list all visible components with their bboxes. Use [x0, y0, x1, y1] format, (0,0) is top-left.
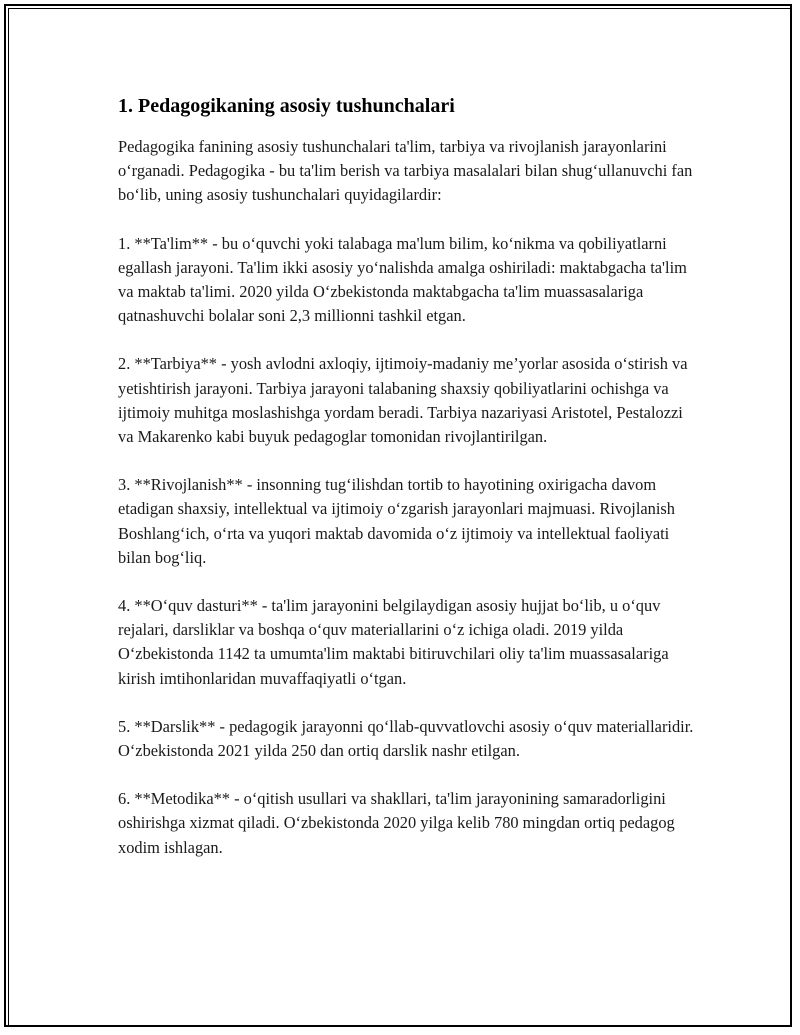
paragraph-talim: 1. **Ta'lim** - bu o‘quvchi yoki talabaga ma'lum bilim, ko‘nikma va qobiliyatlarni egallash jarayoni. Ta'lim ikki asosiy yo‘nalishda amalga oshiriladi: maktabgacha ta'lim va maktab ta'limi. 2020 yilda O‘zbekistonda maktabgacha ta'lim muassasalariga qatnashuvchi bolalar soni 2,3 millionni tashkil etgan.	[118, 233, 687, 326]
section-heading: 1. Pedagogikaning asosiy tushunchalari	[118, 95, 455, 117]
paragraph-rivojlanish: 3. **Rivojlanish** - insonning tug‘ilishdan tortib to hayotining oxirigacha davom etadigan shaxsiy, intellektual va ijtimoiy o‘zgarish jarayonlari majmuasi. Rivojlanish Boshlang‘ich, o‘rta va yuqori maktab davomida o‘z ijtimoiy va intellektual faoliyati bilan bog‘liq.	[118, 475, 676, 567]
paragraph-oquv-dasturi: 4. **O‘quv dasturi** - ta'lim jarayonini belgilaydigan asosiy hujjat bo‘lib, u o‘quv rejalari, darsliklar va boshqa o‘quv materiallarini o‘z ichiga oladi. 2019 yilda O‘zbekistonda 1142 ta umumta'lim maktabi bitiruvchilari oliy ta'lim muassasalariga kirish imtihonlaridan muvaffaqiyatli o‘tgan.	[118, 596, 669, 688]
intro-paragraph: Pedagogika fanining asosiy tushunchalari ta'lim, tarbiya va rivojlanish jarayonlarini o‘rganadi. Pedagogika - bu ta'lim berish va tarbiya masalalari bilan shug‘ullanuvchi fan bo‘lib, uning asosiy tushunchalari quyidagilardir:	[118, 137, 693, 205]
document-body	[118, 93, 694, 884]
paragraph-tarbiya: 2. **Tarbiya** - yosh avlodni axloqiy, ijtimoiy-madaniy me’yorlar asosida o‘stirish va yetishtirish jarayoni. Tarbiya jarayoni talabaning shaxsiy qobiliyatlarini ochishga va ijtimoiy muhitga moslashishga yordam beradi. Tarbiya nazariyasi Aristotel, Pestalozzi va Makarenko kabi buyuk pedagoglar tomonidan rivojlantirilgan.	[118, 354, 688, 447]
paragraph-metodika: 6. **Metodika** - o‘qitish usullari va shakllari, ta'lim jarayonining samaradorligini oshirishga xizmat qiladi. O‘zbekistonda 2020 yilga kelib 780 mingdan ortiq pedagog xodim ishlagan.	[118, 789, 675, 857]
paragraph-darslik: 5. **Darslik** - pedagogik jarayonni qo‘llab-quvvatlovchi asosiy o‘quv materiallaridir. O‘zbekistonda 2021 yilda 250 dan ortiq darslik nashr etilgan.	[118, 716, 694, 761]
